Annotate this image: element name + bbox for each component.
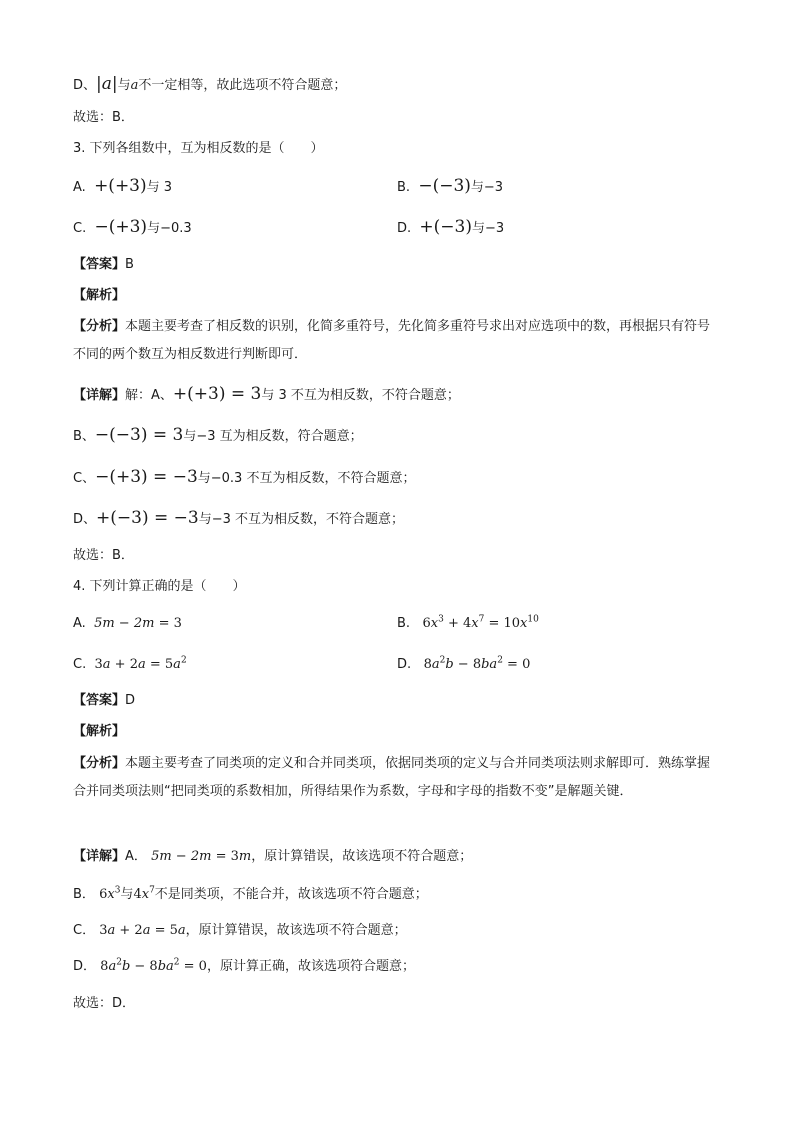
q4-stem: 4. 下列计算正确的是（ ） <box>73 579 246 594</box>
q4-option-b: B. $6x^3 + 4x^7 = 10x^{10}$ <box>397 614 539 631</box>
q4-detail-c: C． 3a + 2a = 5a，原计算错误，故该选项不符合题意； <box>73 923 407 938</box>
q3-option-c: C. −(+3)与−0.3 <box>73 217 192 237</box>
q4-option-a: A. 5m − 2m = 3 <box>73 616 182 631</box>
q3-detail-c: C、−(+3) = −3与−0.3 不互为相反数，不符合题意； <box>73 467 416 487</box>
q4-detail-d: D． $8a^2b - 8ba^2 = 0$，原计算正确，故该选项符合题意； <box>73 957 415 974</box>
q4-detail-a: 【详解】A． 5m − 2m = 3m，原计算错误，故该选项不符合题意； <box>73 849 473 864</box>
q3-option-b: B. −(−3)与−3 <box>397 176 504 196</box>
q4-final-answer: 故选：D． <box>73 996 136 1011</box>
q3-option-d: D. +(−3)与−3 <box>397 217 505 237</box>
abs-a-expr: |a| <box>96 74 118 94</box>
q3-detail-d: D、+(−3) = −3与−3 不互为相反数，不符合题意； <box>73 508 404 528</box>
q3-final-answer: 故选：B． <box>73 548 134 563</box>
q3-option-a: A. +(+3)与 3 <box>73 176 173 196</box>
q4-option-c: C. $3a + 2a = 5a^2$ <box>73 655 187 672</box>
q3-stem: 3. 下列各组数中，互为相反数的是（ ） <box>73 141 324 156</box>
q4-option-d: D. $8a^2b - 8ba^2 = 0$ <box>397 655 531 672</box>
q3-analysis-tag: 【解析】 <box>73 288 126 303</box>
q2-final-answer: 故选：B． <box>73 110 134 125</box>
q3-detail-a: 【详解】解：A、+(+3) = 3与 3 不互为相反数，不符合题意； <box>73 384 460 404</box>
q3-detail-b: B、−(−3) = 3与−3 互为相反数，符合题意； <box>73 425 363 445</box>
q4-detail-b: B． $6x^3$与$4x^7$不是同类项，不能合并，故该选项不符合题意； <box>73 885 428 902</box>
q4-answer: 【答案】D <box>73 693 136 708</box>
q3-fenxi: 【分析】本题主要考查了相反数的识别，化简多重符号，先化简多重符号求出对应选项中的数，再根据只有符号不同的两个数互为相反数进行判断即可． <box>73 319 711 362</box>
q4-analysis-tag: 【解析】 <box>73 724 126 739</box>
q3-answer: 【答案】B <box>73 257 134 272</box>
q4-fenxi: 【分析】本题主要考查了同类项的定义和合并同类项，依据同类项的定义与合并同类项法则求解即可．熟练掌握合并同类项法则“把同类项的系数相加，所得结果作为系数，字母和字母的指数不变”是解题关键． <box>73 756 711 799</box>
q2-option-d-explanation: D、|a|与a不一定相等，故此选项不符合题意； <box>73 74 347 94</box>
